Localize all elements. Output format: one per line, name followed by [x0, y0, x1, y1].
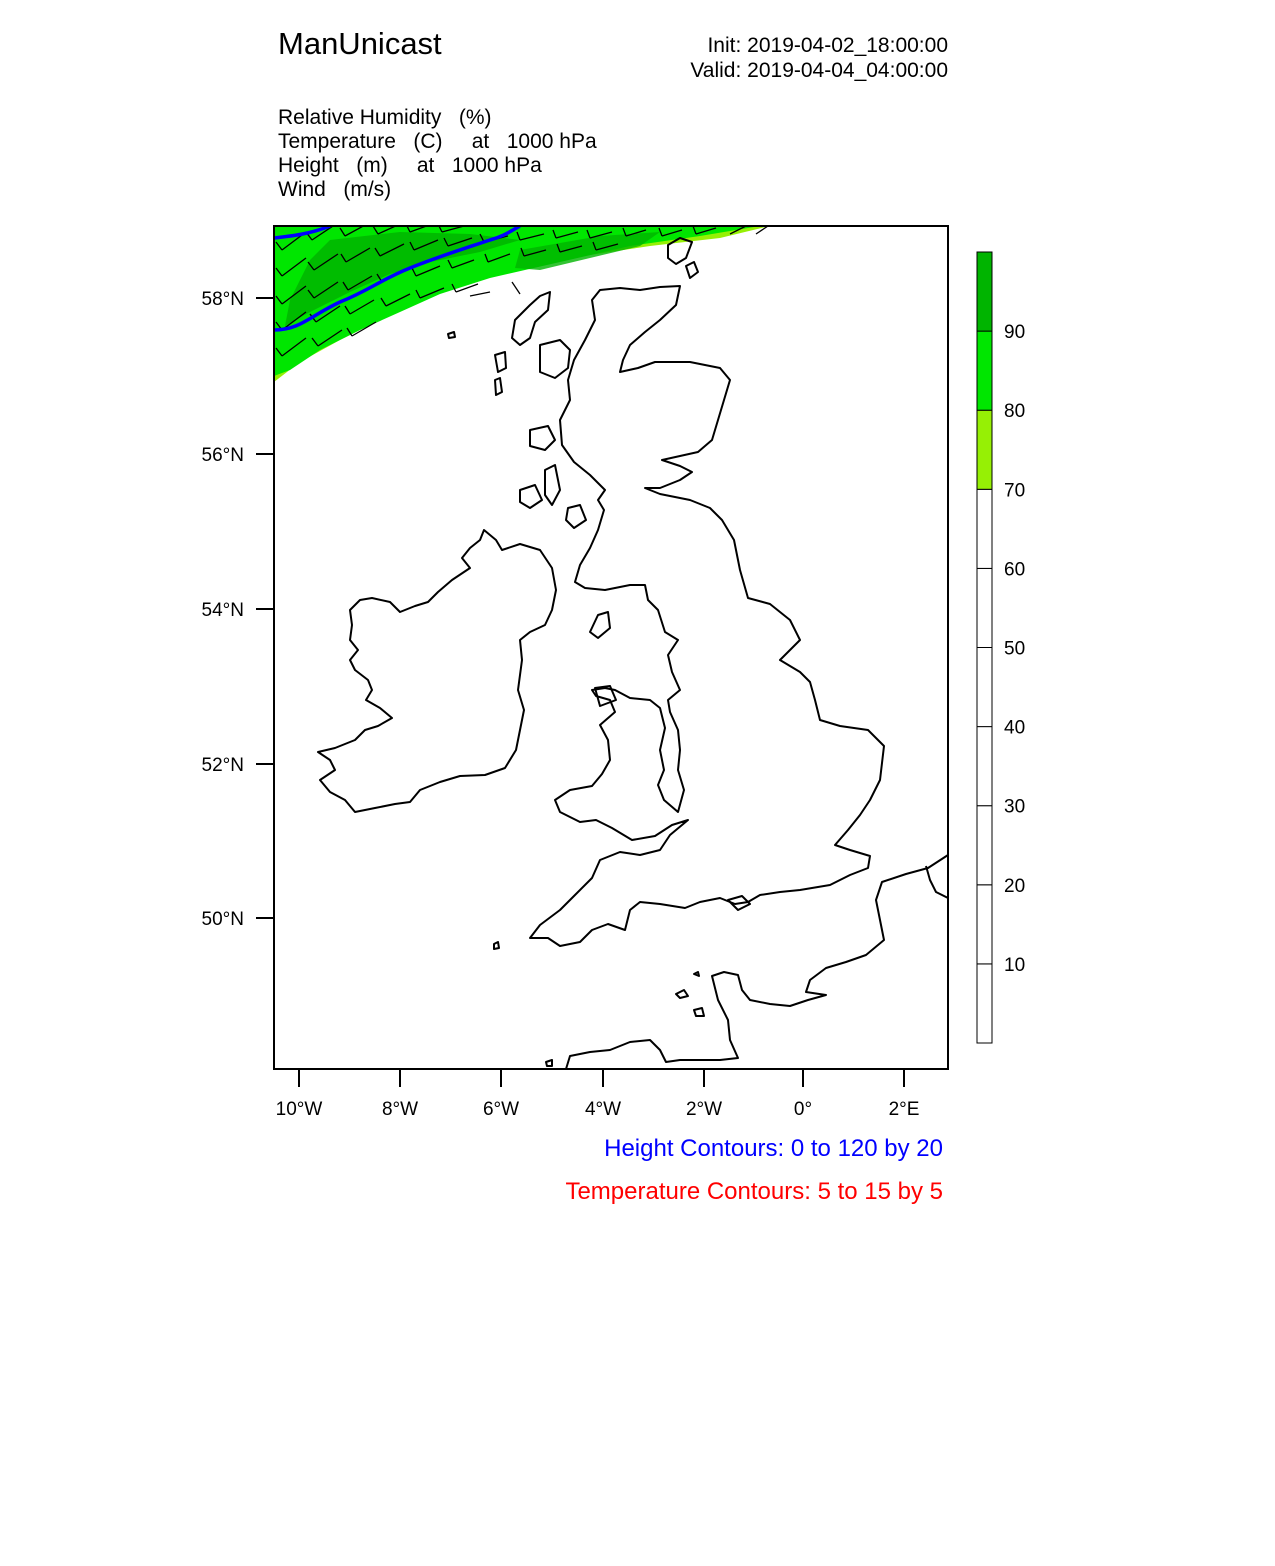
colorbar-label: 70: [1004, 480, 1026, 502]
colorbar-label: 20: [1004, 875, 1026, 897]
colorbar-bin: [977, 489, 992, 568]
lewis-small: [448, 332, 455, 338]
isle-of-man: [590, 612, 610, 638]
arran: [566, 505, 586, 528]
field-temperature: Temperature (C) at 1000 hPa: [278, 130, 597, 153]
skye: [540, 340, 570, 378]
longitude-axis: [276, 1069, 920, 1120]
colorbar-bin: [977, 410, 992, 489]
colorbar-label: 80: [1004, 401, 1026, 423]
france-coast-east: [926, 866, 948, 898]
field-relative-humidity: Relative Humidity (%): [278, 106, 492, 129]
coastlines: [318, 238, 948, 1069]
map-frame: [274, 226, 948, 1069]
jura: [545, 465, 560, 505]
lon-label-4w: 4°W: [584, 1099, 622, 1120]
scilly: [494, 942, 499, 949]
lat-label-58n: 58°N: [201, 289, 244, 310]
lon-label-0: 0°: [793, 1099, 813, 1120]
colorbar-bin: [977, 885, 992, 964]
ireland-coast: [318, 530, 556, 812]
field-wind: Wind (m/s): [278, 178, 392, 201]
lon-label-2e: 2°E: [888, 1099, 920, 1120]
colorbar-bin: [977, 331, 992, 410]
colorbar-label: 60: [1004, 559, 1026, 581]
colorbar-label: 30: [1004, 796, 1026, 818]
field-height: Height (m) at 1000 hPa: [278, 154, 542, 177]
colorbar-label: 40: [1004, 717, 1026, 739]
colorbar-label: 50: [1004, 638, 1026, 660]
island: [495, 378, 502, 395]
lon-label-6w: 6°W: [482, 1099, 520, 1120]
lat-label-56n: 56°N: [201, 445, 244, 466]
colorbar-bin: [977, 727, 992, 806]
height-contours-note: Height Contours: 0 to 120 by 20: [604, 1135, 943, 1162]
lon-label-8w: 8°W: [381, 1099, 419, 1120]
orkney: [686, 262, 698, 278]
colorbar-bin: [977, 568, 992, 647]
mull: [530, 426, 555, 450]
lat-label-54n: 54°N: [201, 600, 244, 621]
channel-island: [694, 972, 699, 976]
lon-label-2w: 2°W: [685, 1099, 723, 1120]
lon-label-10w: 10°W: [275, 1099, 323, 1120]
lat-label-52n: 52°N: [201, 755, 244, 776]
great-britain-coast: [530, 286, 884, 946]
valid-time: Valid: 2019-04-04_04:00:00: [690, 59, 948, 82]
colorbar-label: 90: [1004, 322, 1026, 344]
init-time: Init: 2019-04-02_18:00:00: [707, 34, 948, 57]
chart-title: ManUnicast: [278, 26, 442, 61]
france-coast: [566, 855, 948, 1069]
colorbar-bin: [977, 648, 992, 727]
colorbar-bin: [977, 252, 992, 331]
island: [495, 352, 506, 372]
colorbar-label: 10: [1004, 954, 1026, 976]
colorbar-bin: [977, 806, 992, 885]
islay: [520, 485, 542, 508]
map-panel: [274, 224, 948, 1069]
outer-hebrides: [512, 292, 550, 345]
colorbar: [977, 252, 1025, 1043]
colorbar-bin: [977, 964, 992, 1043]
lat-label-50n: 50°N: [201, 909, 244, 930]
temperature-contours-note: Temperature Contours: 5 to 15 by 5: [565, 1178, 943, 1205]
channel-island: [694, 1008, 704, 1016]
channel-island: [676, 990, 688, 998]
brittany-island: [546, 1060, 552, 1066]
latitude-axis: [202, 289, 274, 930]
